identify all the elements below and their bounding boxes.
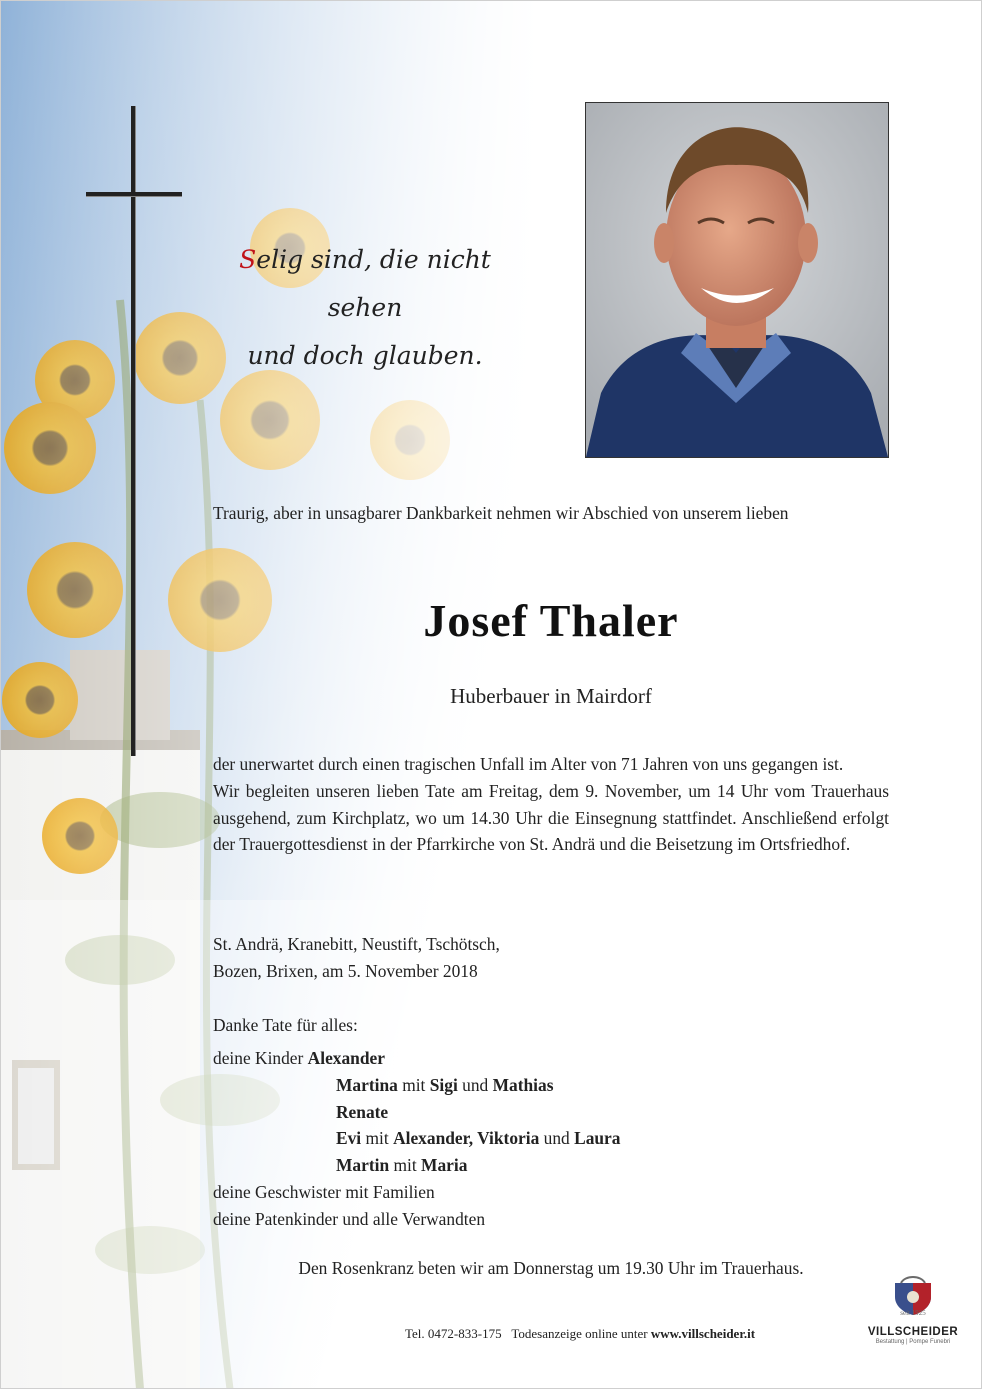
quote-line-1-rest: elig sind, die nicht sehen	[256, 245, 491, 322]
relative-name: Mathias	[492, 1074, 554, 1095]
relative-name: Alexander, Viktoria	[393, 1128, 540, 1149]
relative-name: Laura	[574, 1128, 621, 1149]
body-paragraph-1: der unerwartet durch einen tragischen Unfall im Alter von 71 Jahren von uns gegangen ist.	[213, 754, 844, 774]
places-line-2: Bozen, Brixen, am 5. November 2018	[213, 960, 478, 981]
connector-text: mit	[393, 1155, 417, 1176]
child-name: Martina	[336, 1074, 398, 1095]
relative-name: Sigi	[429, 1074, 458, 1095]
siblings-line: deine Geschwister mit Familien	[213, 1181, 435, 1202]
connector-text: mit	[365, 1128, 389, 1149]
logo-tagline: Bestattung | Pompe Funebri	[875, 1339, 951, 1345]
connector-text: und	[543, 1128, 570, 1149]
children-prefix: deine Kinder	[213, 1048, 304, 1068]
rosary-notice: Den Rosenkranz beten wir am Donnerstag um 19.30 Uhr im Trauerhaus.	[298, 1258, 804, 1278]
deceased-name: Josef Thaler	[423, 595, 679, 646]
connector-text: und	[462, 1074, 489, 1095]
relative-name: Maria	[421, 1155, 468, 1176]
thanks-line: Danke Tate für alles:	[213, 1015, 358, 1035]
body-paragraph-2: Wir begleiten unseren lieben Tate am Freitag, dem 9. November, um 14 Uhr vom Trauerhaus ausgehend, zum Kirchplatz, wo um 14.30 Uhr die Einsegnung stattfindet. Anschließend erfolgt der Trauergottesdienst in der Pfarrkirche von St. Andrä und die Beisetzung im Ortsfriedhof.	[213, 780, 889, 855]
footer-online-text: Todesanzeige online unter	[511, 1326, 648, 1341]
quote-line-2: und doch glauben.	[247, 341, 483, 370]
footer-phone: Tel. 0472-833-175	[405, 1326, 502, 1341]
child-name: Renate	[336, 1101, 389, 1122]
places-line-1: St. Andrä, Kranebitt, Neustift, Tschötsch,	[213, 934, 500, 954]
deceased-subtitle: Huberbauer in Mairdorf	[450, 684, 652, 708]
godchildren-line: deine Patenkinder und alle Verwandten	[213, 1208, 486, 1229]
logo-since: seit 1925	[900, 1309, 926, 1317]
footer-website-link[interactable]: www.villscheider.it	[650, 1326, 756, 1341]
connector-text: mit	[402, 1074, 426, 1095]
child-name: Martin	[336, 1155, 390, 1176]
intro-text: Traurig, aber in unsagbarer Dankbarkeit nehmen wir Abschied von unserem lieben	[213, 503, 789, 523]
child-name: Alexander	[307, 1048, 385, 1068]
child-name: Evi	[336, 1128, 362, 1149]
logo-brand: VILLSCHEIDER	[867, 1326, 959, 1338]
quote-initial: S	[239, 245, 257, 274]
